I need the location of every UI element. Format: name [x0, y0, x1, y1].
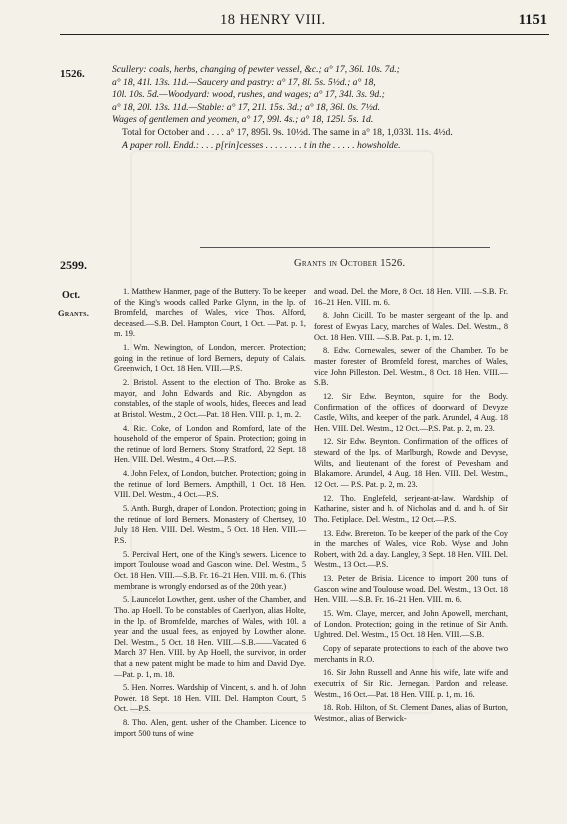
year-marker: 1526. — [60, 68, 85, 80]
grant-entry: 1. Wm. Newington, of London, mercer. Protection; going in the retinue of lord Berners, deputy of Calais. Greenwich, 1 Oct. 18 Hen. VIII.—P.S. — [114, 343, 306, 374]
grant-entry: 1. Matthew Hanmer, page of the Buttery. To be keeper of the King's woods called Parke Glynn, in the lp. of Bromfeld, marches of Wales, vice Thos. Alford, deceased.—S.B. Del. Hampton Court, 1 Oct. —Pat. p. 1, m. 19. — [114, 287, 306, 339]
page-number: 1151 — [518, 12, 547, 28]
grant-entry: Copy of separate protections to each of the above two merchants in R.O. — [314, 644, 508, 664]
entry-number: 2599. — [60, 258, 87, 272]
grant-entry: 5. Anth. Burgh, draper of London. Protection; going in the retinue of lord Berners. Monastery of Chertsey, 10 July 18 Hen. VIII. Del. Westm., 5 Oct. 18 Hen. VIII.—P.S. — [114, 504, 306, 545]
grant-entry: 5. Launcelot Lowther, gent. usher of the Chamber, and Tho. ap Hoell. To be constables of Caerlyon, alias Holte, in the lp. of Bromfelde, marches of Wales, with 10l. a year and the usual fees, as enjoyed by Lowther alone. Del. Westm., 5 Oct. 18 Hen. VIII.—S.B.——Vacated 6 March 37 Hen. VIII. by Ap Hoell, the survivor, in order that a new patent might be made to him and David Dye.—Pat. p. 1, m. 18. — [114, 595, 306, 679]
section-divider — [200, 247, 490, 248]
grant-entry: 12. Sir Edw. Beynton. Confirmation of the offices of steward of the lps. of Marlburgh, Rowde and Devyse, Wilts, and lieutenant of the forest of Pevesham and Blakamore. Arundel, 4 Aug. 18 Hen. VIII. Del. Westm., 12 Oct. — P.S. Pat. p. 2, m. 23. — [314, 437, 508, 489]
right-column — [314, 287, 508, 728]
grant-entry: 8. Edw. Cornewales, sewer of the Chamber. To be master forester of Bromfeld forest, marches of Wales, vice John Pilleston. Del. Westm., 8 Oct. 18 Hen. VIII.— S.B. — [314, 346, 508, 388]
account-line: Scullery: coals, herbs, changing of pewter vessel, &c.; a° 17, 36l. 10s. 7d.; — [112, 64, 400, 75]
grant-entry: 5. Percival Hert, one of the King's sewers. Licence to import Toulouse woad and Gascon wine. Del. Westm., 5 Oct. 18 Hen. VIII.—S.B. Fr. 16–21 Hen. VIII. m. 6. (This membrane is wrongly endorsed as of the 20th year.) — [114, 549, 306, 591]
grant-entry: 8. John Cicill. To be master sergeant of the lp. and forest of Ewyas Lacy, marches of Wales. Del. Westm., 8 Oct. 18 Hen. VIII. —S.B. Pat. p. 1, m. 12. — [314, 311, 508, 342]
side-month: Oct. — [62, 290, 81, 301]
account-line: a° 18, 41l. 13s. 11d.—Saucery and pastry: a° 17, 8l. 5s. 5½d.; a° 18, — [112, 76, 376, 88]
grant-entry: 8. Tho. Alen, gent. usher of the Chamber. Licence to import 500 tuns of wine — [114, 718, 306, 738]
roll-note: A paper roll. Endd.: . . . p[rin]cesses . . . . . . . . t in the . . . . . howsholde. — [122, 139, 401, 151]
grant-entry: 12. Sir Edw. Beynton, squire for the Body. Confirmation of the offices of doorward of Devyze Castle, Wilts, and keeper of the park. Arundel, 4 Aug. 18 Hen. VIII. Del. Westm., 12 Oct.—P.S. Pat. p. 2, m. 23. — [314, 391, 508, 433]
grant-entry: 16. Sir John Russell and Anne his wife, late wife and executrix of Sir Ric. Jernegan. Pardon and release. Westm., 16 Oct.—Pat. 18 Hen. VIII. p. 1, m. 16. — [314, 668, 508, 699]
grant-entry: 4. John Felex, of London, butcher. Protection; going in the retinue of lord Berners. Ampthill, 1 Oct. 18 Hen. VIII. Del. Westm., 4 Oct.—P.S. — [114, 469, 306, 500]
grant-entry: 13. Peter de Brisia. Licence to import 200 tuns of Gascon wine and Toulouse woad. Del. Westm., 13 Oct. 18 Hen. VIII. —S.B. Fr. 16–21 Hen. VIII. m. 6. — [314, 574, 508, 605]
account-line: Wages of gentlemen and yeomen, a° 17, 99l. 4s.; a° 18, 125l. 5s. 1d. — [112, 114, 374, 126]
header-title: 18 HENRY VIII. — [220, 12, 326, 28]
grant-entry: 18. Rob. Hilton, of St. Clement Danes, alias of Burton, Westmor., alias of Berwick- — [314, 703, 508, 724]
section-title: Grants in October 1526. — [294, 258, 406, 269]
running-header — [60, 8, 549, 35]
grant-entry: and woad. Del. the More, 8 Oct. 18 Hen. VIII. —S.B. Fr. 16–21 Hen. VIII. m. 6. — [314, 287, 508, 307]
grant-entry: 5. Hen. Norres. Wardship of Vincent, s. and h. of John Power. 18 Sept. 18 Hen. VIII. Del. Hampton Court, 5 Oct. —P.S. — [114, 683, 306, 714]
grant-entry: 4. Ric. Coke, of London and Romford, late of the household of the emperor of Spain. Protection; going in the retinue of lord Berners. Stony Stratford, 22 Sept. 18 Hen. VIII. Del. Westm., 4 Oct.—P.S. — [114, 423, 306, 465]
account-line: a° 18, 20l. 13s. 11d.—Stable: a° 17, 21l. 15s. 3d.; a° 18, 36l. 0s. 7½d. — [112, 101, 380, 113]
side-label: Grants. — [58, 308, 90, 318]
account-summary — [112, 64, 547, 152]
grant-entry: 15. Wm. Claye, mercer, and John Apowell, merchant, of London. Protection; going in the retinue of Sir Anth. Ughtred. Del. Westm., 15 Oct. 18 Hen. VIII.—S.B. — [314, 609, 508, 640]
grant-entry: 2. Bristol. Assent to the election of Tho. Broke as mayor, and John Edwards and Ric. Abyngdon as constables, of the staple of wools, hides, fleeces and lead at Bristol. Westm., 2 Oct.—Pat. 18 Hen. VIII. p. 1, m. 2. — [114, 378, 306, 419]
grant-entry: 13. Edw. Brereton. To be keeper of the park of the Coy in the marches of Wales, vice Rob. Wyse and John Robert, with 2d. a day. Langley, 3 Sept. 18 Hen. VIII. Del. Westm., 13 Oct.—P.S. — [314, 528, 508, 570]
account-line: 10l. 10s. 5d.—Woodyard: wood, rushes, and wages; a° 17, 34l. 3s. 9d.; — [112, 89, 385, 101]
grant-entry: 12. Tho. Englefeld, serjeant-at-law. Wardship of Katharine, sister and h. of Nicholas and d. and h. of Sir Tho. Fetiplace. Del. Westm., 12 Oct.—P.S. — [314, 493, 508, 524]
account-total: Total for October and . . . . a° 17, 895l. 9s. 10½d. The same in a° 18, 1,033l. 11s. 4½d. — [122, 126, 453, 138]
left-column — [114, 287, 306, 743]
